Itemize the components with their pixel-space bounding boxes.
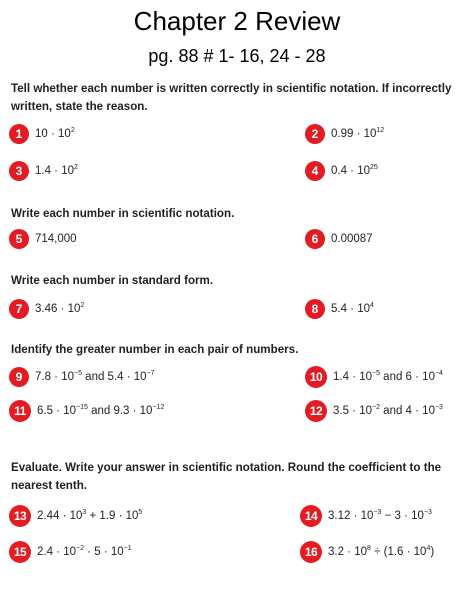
- problem-number-badge: 2: [305, 124, 325, 144]
- problem-number-badge: 6: [305, 229, 325, 249]
- exponent: −4: [434, 370, 443, 377]
- problem-number-badge: 14: [300, 505, 322, 527]
- section-5-instruction: Evaluate. Write your answer in scientific notation. Round the coefficient to the nearest tenth.: [11, 461, 442, 492]
- problem-number-badge: 7: [9, 299, 29, 319]
- exponent: 2: [80, 302, 85, 309]
- problem-expression: $0.4 \cdot 10^{25}$: [331, 164, 378, 177]
- problem-number-badge: 15: [9, 541, 31, 563]
- exponent: −12: [152, 404, 165, 411]
- problem-number-badge: 16: [300, 541, 322, 563]
- problem-expression: $3.12 \cdot 10^{-3} - 3 \cdot 10^{-3}$: [328, 509, 432, 522]
- problem-1: [9, 123, 75, 145]
- problem-14: [300, 505, 432, 527]
- problem-expression: $10 \cdot 10^2$: [35, 127, 75, 140]
- problem-number-badge: 12: [305, 400, 327, 422]
- problem-expression: $3.2 \cdot 10^8 \div (1.6 \cdot 10^4)$: [328, 545, 435, 558]
- exponent: −3: [373, 509, 382, 516]
- exponent: −2: [76, 545, 84, 552]
- problem-expression: $3.5 \cdot 10^{-2}$ and $4 \cdot 10^{-3}$: [333, 404, 443, 417]
- page-title: Chapter 2 Review: [133, 6, 341, 36]
- exponent: −7: [146, 370, 155, 377]
- problem-16: [300, 541, 434, 563]
- exponent: −15: [76, 404, 88, 411]
- exponent: 2: [70, 127, 75, 134]
- exponent: 8: [367, 545, 371, 552]
- exponent: −3: [423, 509, 432, 516]
- section-3-instruction: Write each number in standard form.: [11, 274, 214, 287]
- page-subtitle: pg. 88 # 1- 16, 24 - 28: [148, 46, 326, 66]
- problem-10: [305, 366, 443, 388]
- problem-expression: $0.99 \cdot 10^{12}$: [331, 127, 385, 140]
- exponent: −5: [74, 370, 82, 377]
- problem-number-badge: 10: [305, 366, 327, 388]
- problem-number-badge: 11: [9, 400, 31, 422]
- problem-12: [305, 400, 443, 422]
- exponent: 2: [74, 164, 78, 171]
- exponent: −5: [372, 370, 380, 377]
- exponent: 25: [370, 164, 378, 171]
- problem-expression: $1.4 \cdot 10^2$: [35, 164, 78, 177]
- exponent: −2: [372, 404, 380, 411]
- problem-number-badge: 13: [9, 505, 31, 527]
- problem-13: [9, 505, 142, 527]
- section-4-instruction: Identify the greater number in each pair of numbers.: [11, 343, 299, 356]
- exponent: −3: [434, 404, 443, 411]
- problem-expression: $3.46 \cdot 10^2$: [35, 302, 85, 315]
- problem-6: [305, 228, 373, 250]
- problem-11: [9, 400, 164, 422]
- exponent: 4: [426, 545, 431, 552]
- problem-number-badge: 1: [9, 124, 29, 144]
- problem-expression: $5.4 \cdot 10^4$: [331, 302, 374, 315]
- problem-expression: $2.4 \cdot 10^{-2} \cdot 5 \cdot 10^{-1}$: [37, 545, 132, 558]
- problem-expression: $7.8 \cdot 10^{-5}$ and $5.4 \cdot 10^{-7}$: [35, 370, 155, 383]
- problem-number-badge: 5: [9, 229, 29, 249]
- problem-number-badge: 3: [9, 161, 29, 181]
- exponent: −1: [123, 545, 132, 552]
- section-2-instruction: Write each number in scientific notation.: [11, 207, 235, 220]
- exponent: 12: [376, 127, 385, 134]
- problem-number-badge: 4: [305, 161, 325, 181]
- problem-expression: $6.5 \cdot 10^{-15}$ and $9.3 \cdot 10^{-12}$: [37, 404, 165, 417]
- problem-7: [9, 298, 84, 320]
- problem-3: [9, 160, 78, 182]
- problem-9: [9, 366, 155, 388]
- exponent: 3: [82, 509, 87, 516]
- problem-2: [305, 123, 384, 145]
- problem-number-badge: 9: [9, 367, 29, 387]
- problem-4: [305, 160, 378, 182]
- exponent: 5: [138, 509, 143, 516]
- problem-8: [305, 298, 374, 320]
- exponent: 4: [370, 302, 374, 309]
- problem-expression: $1.4 \cdot 10^{-5}$ and $6 \cdot 10^{-4}$: [333, 370, 443, 383]
- problem-expression: 714,000: [35, 233, 77, 245]
- problem-expression: 0.00087: [331, 233, 373, 245]
- problem-expression: $2.44 \cdot 10^3 + 1.9 \cdot 10^5$: [37, 509, 143, 522]
- problem-15: [9, 541, 132, 563]
- section-1-instruction: Tell whether each number is written correctly in scientific notation. If incorrectly written, state the reason.: [11, 82, 452, 113]
- problem-5: [9, 228, 77, 250]
- problem-number-badge: 8: [305, 299, 325, 319]
